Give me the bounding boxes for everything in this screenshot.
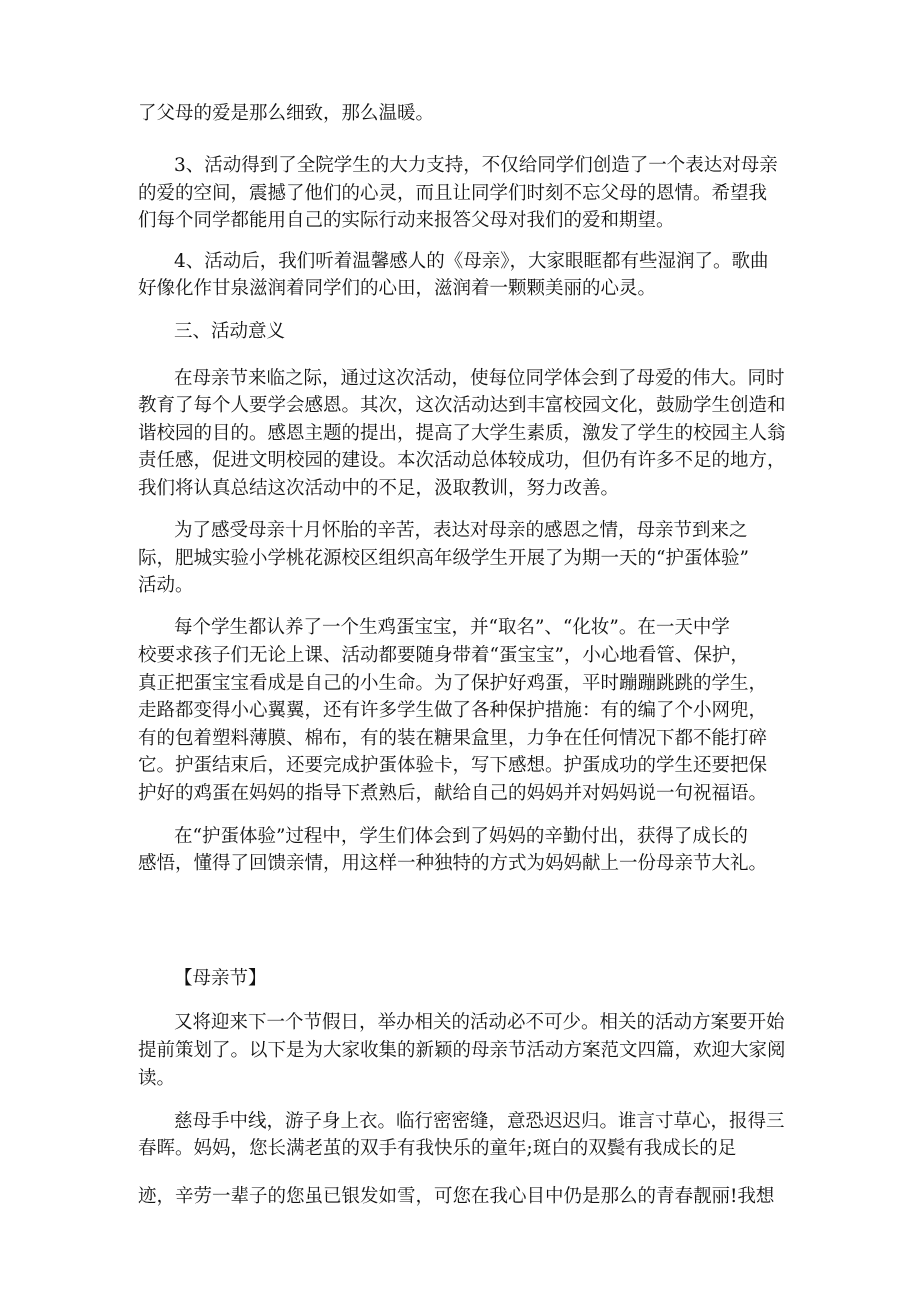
section-heading: 三、活动意义 [174,321,286,342]
text-line: 了父母的爱是那么细致，那么温暖。 [138,103,435,124]
text-line: 慈母手中线，游子身上衣。临行密密缝，意恐迟迟归。谁言寸草心，报得三 [174,1111,785,1132]
text-line: 教育了每个人要学会感恩。其次，这次活动达到丰富校园文化，鼓励学生创造和 [138,395,786,416]
text-line: 感悟，懂得了回馈亲情，用这样一种独特的方式为妈妈献上一份母亲节大礼。 [138,853,768,874]
text-line: 在“护蛋体验”过程中，学生们体会到了妈妈的辛勤付出，获得了成长的 [174,826,748,847]
text-line: 我们将认真总结这次活动中的不足，汲取教训，努力改善。 [138,478,620,499]
text-line: 际，肥城实验小学桃花源校区组织高年级学生开展了为期一天的“护蛋体验” [138,548,749,569]
text-line: 活动。 [138,575,194,596]
section-heading: 【母亲节】 [174,968,267,989]
text-line: 每个学生都认养了一个生鸡蛋宝宝，并“取名”、“化妆”。在一天中学 [174,617,730,638]
text-line: 走路都变得小心翼翼，还有许多学生做了各种保护措施：有的编了个小网兜， [138,700,768,721]
text-line: 在母亲节来临之际，通过这次活动，使每位同学体会到了母爱的伟大。同时 [174,368,785,389]
text-line: 迹，辛劳一辈子的您虽已银发如雪，可您在我心目中仍是那么的青春靓丽!我想 [138,1186,775,1207]
text-line: 责任感，促进文明校园的建设。本次活动总体较成功，但仍有许多不足的地方， [138,450,786,471]
text-line: 又将迎来下一个节假日，举办相关的活动必不可少。相关的活动方案要开始 [174,1012,785,1033]
text-line: 有的包着塑料薄膜、棉布，有的装在糖果盒里，力争在任何情况下都不能打碎 [138,728,768,749]
text-line: 春晖。妈妈，您长满老茧的双手有我快乐的童年;斑白的双鬓有我成长的足 [138,1138,737,1159]
text-line: 读。 [138,1068,176,1089]
text-line: 为了感受母亲十月怀胎的辛苦，表达对母亲的感恩之情，母亲节到来之 [174,520,748,541]
text-line: 谐校园的目的。感恩主题的提出，提高了大学生素质，激发了学生的校园主人翁 [138,423,786,444]
text-line: 3、活动得到了全院学生的大力支持，不仅给同学们创造了一个表达对母亲 [174,155,778,176]
text-line: 们每个同学都能用自己的实际行动来报答父母对我们的爱和期望。 [138,210,675,231]
text-line: 真正把蛋宝宝看成是自己的小生命。为了保护好鸡蛋，平时蹦蹦跳跳的学生， [138,673,768,694]
text-line: 提前策划了。以下是为大家收集的新颖的母亲节活动方案范文四篇，欢迎大家阅 [138,1040,786,1061]
text-line: 好像化作甘泉滋润着同学们的心田，滋润着一颗颗美丽的心灵。 [138,278,657,299]
text-line: 校要求孩子们无论上课、活动都要随身带着“蛋宝宝”，小心地看管、保护， [138,645,749,666]
text-line: 的爱的空间，震撼了他们的心灵，而且让同学们时刻不忘父母的恩情。希望我 [138,183,768,204]
text-line: 4、活动后，我们听着温馨感人的《母亲》，大家眼眶都有些湿润了。歌曲 [174,251,769,272]
text-line: 护好的鸡蛋在妈妈的指导下煮熟后，献给自己的妈妈并对妈妈说一句祝福语。 [138,783,768,804]
text-line: 它。护蛋结束后，还要完成护蛋体验卡，写下感想。护蛋成功的学生还要把保 [138,755,768,776]
